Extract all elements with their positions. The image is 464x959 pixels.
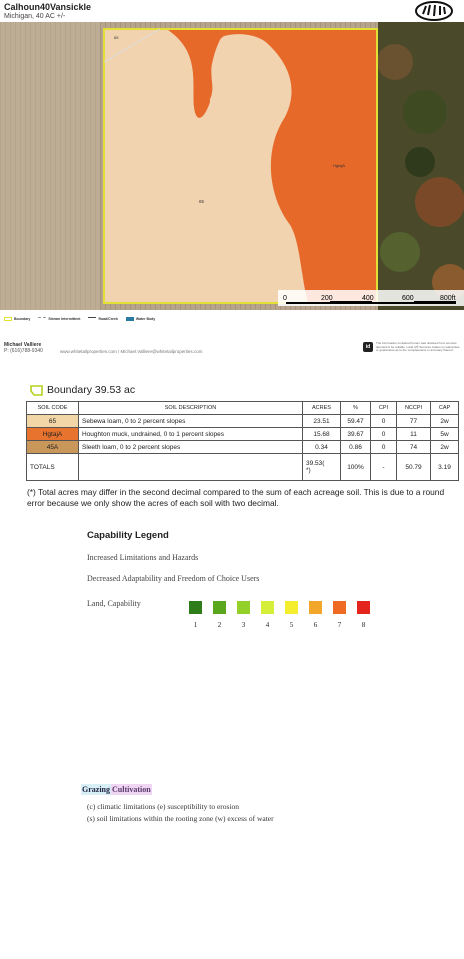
- cap-cell: 5w: [431, 428, 459, 441]
- capability-explain-2: (s) soil limitations within the rooting zone (w) excess of water: [87, 814, 274, 823]
- property-title: Calhoun40Vansickle: [4, 2, 92, 12]
- boundary-label: Boundary 39.53 ac: [47, 384, 136, 396]
- soil-desc-cell: Houghton muck, undrained, 0 to 1 percent slopes: [79, 428, 303, 441]
- capability-class-5-swatch: [285, 601, 298, 614]
- totals-label: TOTALS: [27, 454, 79, 481]
- stream-swatch-icon: [38, 317, 46, 321]
- totals-nccpi: 50.79: [397, 454, 431, 481]
- nccpi-cell: 77: [397, 415, 431, 428]
- landid-badge-icon: id: [363, 342, 373, 352]
- totals-empty: [79, 454, 303, 481]
- capability-class-3-number: 3: [241, 621, 246, 629]
- acres-cell: 0.34: [303, 441, 341, 454]
- col-soil-description: SOIL DESCRIPTION: [79, 402, 303, 415]
- legend-road: Road/Creek: [88, 317, 117, 321]
- agent-contact: [4, 342, 43, 354]
- capability-legend: [81, 522, 385, 827]
- scale-tick-200: 200: [321, 295, 333, 302]
- scale-bar: [278, 290, 464, 306]
- rounding-note: (*) Total acres may differ in the second decimal compared to the sum of each acreage soil. This is due to a round error because we only show the acres of each soil with two decimal.: [27, 487, 445, 508]
- cultivation-label: Cultivation: [112, 785, 151, 794]
- cap-cell: 2w: [431, 415, 459, 428]
- map-label-middle: 65: [199, 199, 205, 204]
- agent-website[interactable]: www.whitetailproperties.com / Michael.Valliere@whitetailproperties.com: [60, 349, 203, 354]
- table-row: [27, 441, 459, 454]
- soil-code-cell: 65: [27, 415, 79, 428]
- soil-code-cell: HgtajA: [27, 428, 79, 441]
- whitetail-logo-icon: [414, 0, 454, 22]
- acres-cell: 15.68: [303, 428, 341, 441]
- capability-line-hazards: Increased Limitations and Hazards: [87, 553, 199, 562]
- legend-boundary: Boundary: [4, 317, 30, 321]
- capability-class-7-swatch: [333, 601, 346, 614]
- cpi-cell: 0: [371, 441, 397, 454]
- map-label-right: HgtajA: [333, 163, 346, 168]
- capability-class-4-number: 4: [265, 621, 270, 629]
- soil-table: [26, 401, 459, 481]
- totals-percent: 100%: [341, 454, 371, 481]
- scale-tick-600: 600: [402, 295, 414, 302]
- agent-phone: P: (616)788-9340: [4, 348, 43, 354]
- landid-disclaimer: [363, 342, 461, 353]
- capability-class-5-number: 5: [289, 621, 294, 629]
- soil-map: [0, 22, 464, 310]
- cpi-cell: 0: [371, 428, 397, 441]
- boundary-heading: [30, 384, 135, 396]
- capability-class-3-swatch: [237, 601, 250, 614]
- capability-class-4-swatch: [261, 601, 274, 614]
- percent-cell: 59.47: [341, 415, 371, 428]
- grazing-cultivation-label: [81, 785, 152, 794]
- capability-class-6-swatch: [309, 601, 322, 614]
- capability-class-2-swatch: [213, 601, 226, 614]
- agent-name: Michael Valliere: [4, 342, 42, 348]
- nccpi-cell: 11: [397, 428, 431, 441]
- disclaimer-text: The information contained herein was obtained from sources deemed to be reliable. Land id® Services makes no warranties or guarantees as to the completeness or accuracy thereof.: [376, 341, 460, 353]
- legend-water: Water Body: [126, 317, 155, 321]
- totals-acres: 39.53( *): [303, 454, 341, 481]
- road-swatch-icon: [88, 317, 96, 321]
- nccpi-cell: 74: [397, 441, 431, 454]
- capability-class-6-number: 6: [313, 621, 318, 629]
- capability-class-8-swatch: [357, 601, 370, 614]
- capability-line-adaptability: Decreased Adaptability and Freedom of Choice Users: [87, 574, 260, 583]
- capability-line-land: Land, Capability: [87, 599, 141, 608]
- table-row: [27, 415, 459, 428]
- map-legend: [4, 313, 155, 325]
- totals-cap: 3.19: [431, 454, 459, 481]
- col-nccpi: NCCPI: [397, 402, 431, 415]
- capability-class-1-number: 1: [193, 621, 198, 629]
- soil-desc-cell: Sleeth loam, 0 to 2 percent slopes: [79, 441, 303, 454]
- water-swatch-icon: [126, 317, 134, 321]
- capability-class-1-swatch: [189, 601, 202, 614]
- property-subtitle: Michigan, 40 AC +/-: [4, 13, 66, 20]
- capability-explain-1: (c) climatic limitations (e) susceptibility to erosion: [87, 802, 240, 811]
- acres-cell: 23.51: [303, 415, 341, 428]
- scale-tick-0: 0: [283, 295, 287, 302]
- cap-cell: 2w: [431, 441, 459, 454]
- table-row: [27, 428, 459, 441]
- boundary-icon: [30, 385, 43, 396]
- legend-stream: Stream Intermittent: [38, 317, 80, 321]
- col-cpi: CPI: [371, 402, 397, 415]
- grazing-label: Grazing: [82, 785, 110, 794]
- soil-table-header: [27, 402, 459, 415]
- percent-cell: 39.67: [341, 428, 371, 441]
- cpi-cell: 0: [371, 415, 397, 428]
- col-acres: ACRES: [303, 402, 341, 415]
- scale-tick-800: 800ft: [440, 295, 456, 302]
- report-header: [4, 2, 91, 20]
- totals-cpi: -: [371, 454, 397, 481]
- col-percent: %: [341, 402, 371, 415]
- soil-code-cell: 45A: [27, 441, 79, 454]
- soil-desc-cell: Sebewa loam, 0 to 2 percent slopes: [79, 415, 303, 428]
- totals-row: [27, 454, 459, 481]
- capability-class-7-number: 7: [337, 621, 342, 629]
- col-soil-code: SOIL CODE: [27, 402, 79, 415]
- percent-cell: 0.86: [341, 441, 371, 454]
- boundary-swatch-icon: [4, 317, 12, 321]
- map-label-top-left: 65: [114, 35, 119, 40]
- col-cap: CAP: [431, 402, 459, 415]
- capability-class-8-number: 8: [361, 621, 366, 629]
- capability-class-2-number: 2: [217, 621, 222, 629]
- capability-title: Capability Legend: [87, 530, 169, 541]
- scale-tick-400: 400: [362, 295, 374, 302]
